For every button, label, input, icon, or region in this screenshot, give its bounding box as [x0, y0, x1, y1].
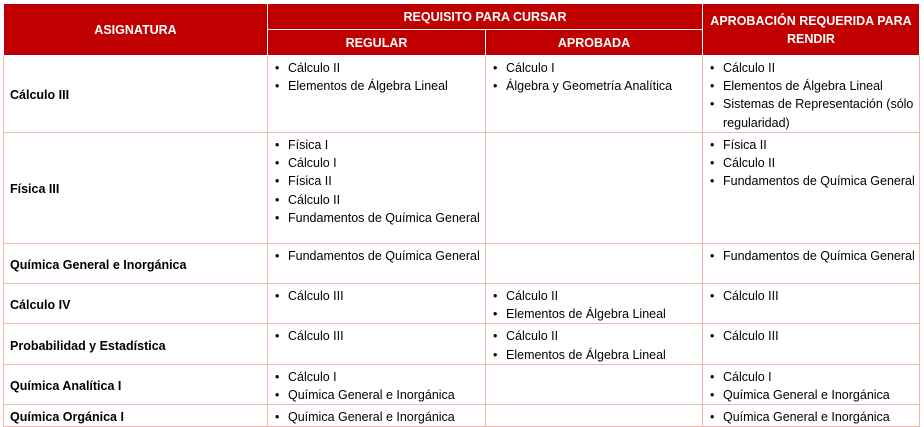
list-item: • Cálculo II [490, 287, 698, 305]
regular-list [272, 287, 481, 305]
approved-list [490, 59, 698, 95]
exam-list [707, 59, 915, 132]
regular-cell [268, 244, 486, 284]
list-item: • Cálculo III [707, 327, 915, 345]
list-item: • Cálculo II [272, 191, 481, 209]
exam-list [707, 287, 915, 305]
regular-list [272, 59, 481, 95]
list-item: • Álgebra y Geometría Analítica [490, 77, 698, 95]
exam-cell [703, 324, 920, 364]
subject-cell: Física III [4, 133, 268, 244]
table-body [4, 56, 920, 427]
approved-list [490, 287, 698, 323]
exam-list [707, 247, 915, 265]
subject-cell: Probabilidad y Estadística [4, 324, 268, 364]
list-item: • Química General e Inorgánica [272, 408, 481, 426]
regular-cell [268, 324, 486, 364]
exam-list [707, 408, 915, 426]
subject-cell: Química Orgánica I [4, 405, 268, 427]
table-row [4, 405, 920, 427]
list-item: • Cálculo II [707, 154, 915, 172]
list-item: • Sistemas de Representación (sólo regularidad) [707, 95, 915, 131]
approved-cell [486, 133, 703, 244]
list-item: • Elementos de Álgebra Lineal [707, 77, 915, 95]
table-row [4, 244, 920, 284]
list-item: • Química General e Inorgánica [272, 386, 481, 404]
subject-cell: Química General e Inorgánica [4, 244, 268, 284]
header-approved: APROBADA [486, 30, 703, 56]
header-regular: REGULAR [268, 30, 486, 56]
approved-cell [486, 244, 703, 284]
list-item: • Fundamentos de Química General [707, 247, 915, 265]
list-item: • Fundamentos de Química General [272, 209, 481, 227]
exam-list [707, 368, 915, 404]
list-item: • Elementos de Álgebra Lineal [272, 77, 481, 95]
list-item: • Cálculo III [272, 287, 481, 305]
list-item: • Química General e Inorgánica [707, 386, 915, 404]
regular-list [272, 408, 481, 426]
list-item: • Cálculo III [707, 287, 915, 305]
exam-cell [703, 244, 920, 284]
exam-list [707, 136, 915, 191]
exam-cell [703, 133, 920, 244]
list-item: • Cálculo I [707, 368, 915, 386]
regular-list [272, 247, 481, 265]
list-item: • Cálculo II [272, 59, 481, 77]
approved-cell [486, 56, 703, 133]
list-item: • Cálculo I [272, 154, 481, 172]
regular-cell [268, 364, 486, 404]
exam-cell [703, 405, 920, 427]
approved-cell [486, 324, 703, 364]
list-item: • Química General e Inorgánica [707, 408, 915, 426]
exam-list [707, 327, 915, 345]
approved-cell [486, 405, 703, 427]
header-requisite: REQUISITO PARA CURSAR [268, 4, 703, 30]
list-item: • Cálculo II [490, 327, 698, 345]
regular-list [272, 327, 481, 345]
list-item: • Fundamentos de Química General [272, 247, 481, 265]
subject-cell: Cálculo IV [4, 284, 268, 324]
approved-cell [486, 364, 703, 404]
header-exam: APROBACIÓN REQUERIDA PARA RENDIR [703, 4, 920, 56]
subject-cell: Cálculo III [4, 56, 268, 133]
table-row [4, 284, 920, 324]
list-item: • Fundamentos de Química General [707, 172, 915, 190]
table-row [4, 133, 920, 244]
list-item: • Física I [272, 136, 481, 154]
regular-cell [268, 56, 486, 133]
table-row [4, 56, 920, 133]
list-item: • Física II [707, 136, 915, 154]
list-item: • Cálculo I [272, 368, 481, 386]
list-item: • Cálculo II [707, 59, 915, 77]
subject-cell: Química Analítica I [4, 364, 268, 404]
list-item: • Elementos de Álgebra Lineal [490, 305, 698, 323]
exam-cell [703, 364, 920, 404]
list-item: • Cálculo I [490, 59, 698, 77]
regular-list [272, 368, 481, 404]
exam-cell [703, 284, 920, 324]
regular-cell [268, 284, 486, 324]
table-row [4, 324, 920, 364]
exam-cell [703, 56, 920, 133]
approved-list [490, 327, 698, 363]
header-subject: ASIGNATURA [4, 4, 268, 56]
regular-cell [268, 405, 486, 427]
approved-cell [486, 284, 703, 324]
regular-cell [268, 133, 486, 244]
prerequisites-table [3, 3, 920, 427]
list-item: • Física II [272, 172, 481, 190]
table-row [4, 364, 920, 404]
list-item: • Elementos de Álgebra Lineal [490, 346, 698, 364]
regular-list [272, 136, 481, 227]
list-item: • Cálculo III [272, 327, 481, 345]
